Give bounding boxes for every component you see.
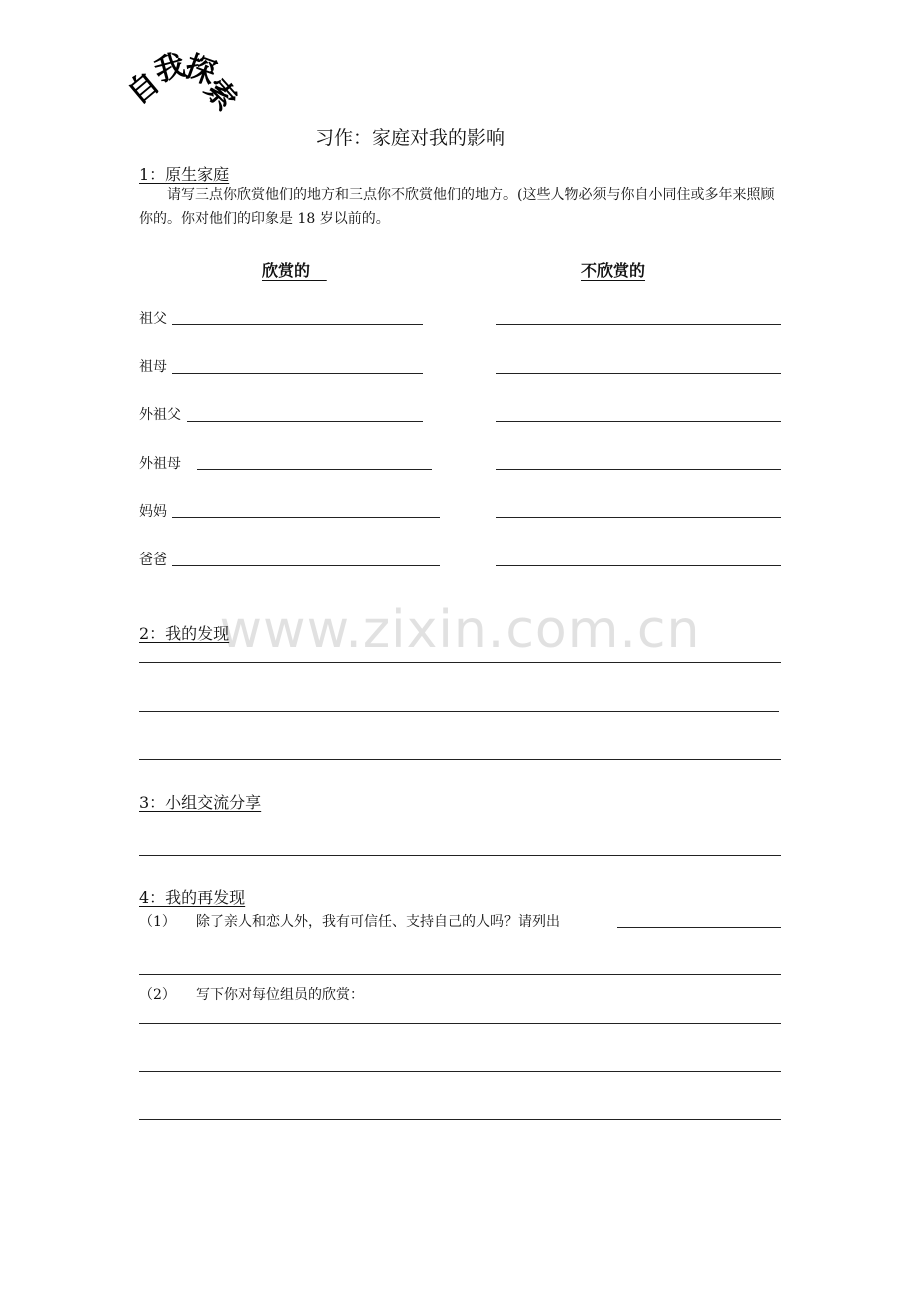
logo-char-1: 自 — [120, 65, 167, 112]
question-1-number: （1） — [139, 914, 176, 930]
section1-instruction: 请写三点你欣赏他们的地方和三点你不欣赏他们的地方。(这些人物必须与你自小同住或多年来照顾你的。你对他们的印象是 18 岁以前的。 — [139, 187, 775, 227]
answer-line-maternal-grandmother-not-appreciate[interactable] — [496, 469, 781, 470]
section4-heading: 4：我的再发现 — [139, 888, 246, 907]
column-header-appreciate — [262, 258, 327, 281]
question-2-number: （2） — [139, 987, 176, 1003]
logo-char-4: 索 — [197, 71, 244, 118]
logo-title — [120, 47, 245, 118]
row-label-grandfather: 祖父 — [139, 311, 167, 327]
answer-line-grandfather-appreciate[interactable] — [172, 324, 423, 325]
row-label-father: 爸爸 — [139, 552, 167, 568]
section2-answer-line-3[interactable] — [139, 759, 781, 760]
logo-char-2: 我 — [150, 47, 189, 90]
answer-line-grandmother-not-appreciate[interactable] — [496, 373, 781, 374]
section1-heading: 1：原生家庭 — [139, 165, 230, 184]
answer-line-maternal-grandfather-not-appreciate[interactable] — [496, 421, 781, 422]
answer-line-father-not-appreciate[interactable] — [496, 565, 781, 566]
page-title: 习作：家庭对我的影响 — [314, 127, 505, 149]
question-2-text: 写下你对每位组员的欣赏： — [196, 987, 364, 1003]
answer-line-grandmother-appreciate[interactable] — [172, 373, 423, 374]
answer-line-maternal-grandfather-appreciate[interactable] — [187, 421, 423, 422]
question-1-text: 除了亲人和恋人外，我有可信任、支持自己的人吗？请列出 — [196, 914, 560, 930]
row-label-maternal-grandfather: 外祖父 — [139, 407, 181, 423]
answer-line-mother-not-appreciate[interactable] — [496, 517, 781, 518]
question-2-answer-line-1[interactable] — [139, 1023, 781, 1024]
row-label-mother: 妈妈 — [139, 504, 167, 520]
column-header-appreciate-text: 欣赏的 — [262, 261, 311, 280]
section3-heading: 3：小组交流分享 — [139, 793, 262, 812]
question-1-inline-answer-line[interactable] — [617, 927, 781, 928]
row-label-maternal-grandmother: 外祖母 — [139, 456, 181, 472]
answer-line-father-appreciate[interactable] — [172, 565, 440, 566]
watermark: www.zixin.com.cn — [219, 600, 701, 660]
section2-answer-line-2[interactable] — [139, 711, 779, 712]
answer-line-grandfather-not-appreciate[interactable] — [496, 324, 781, 325]
section2-heading: 2：我的发现 — [139, 624, 230, 643]
answer-line-mother-appreciate[interactable] — [172, 517, 440, 518]
column-header-not-appreciate: 不欣赏的 — [581, 261, 646, 280]
question-2-answer-line-3[interactable] — [139, 1119, 781, 1120]
section2-answer-line-1[interactable] — [139, 662, 781, 663]
question-1-answer-line[interactable] — [139, 974, 781, 975]
row-label-grandmother: 祖母 — [139, 359, 167, 375]
section3-answer-line[interactable] — [139, 855, 781, 856]
question-2-answer-line-2[interactable] — [139, 1071, 781, 1072]
logo-char-3: 探 — [180, 48, 221, 93]
answer-line-maternal-grandmother-appreciate[interactable] — [197, 469, 432, 470]
